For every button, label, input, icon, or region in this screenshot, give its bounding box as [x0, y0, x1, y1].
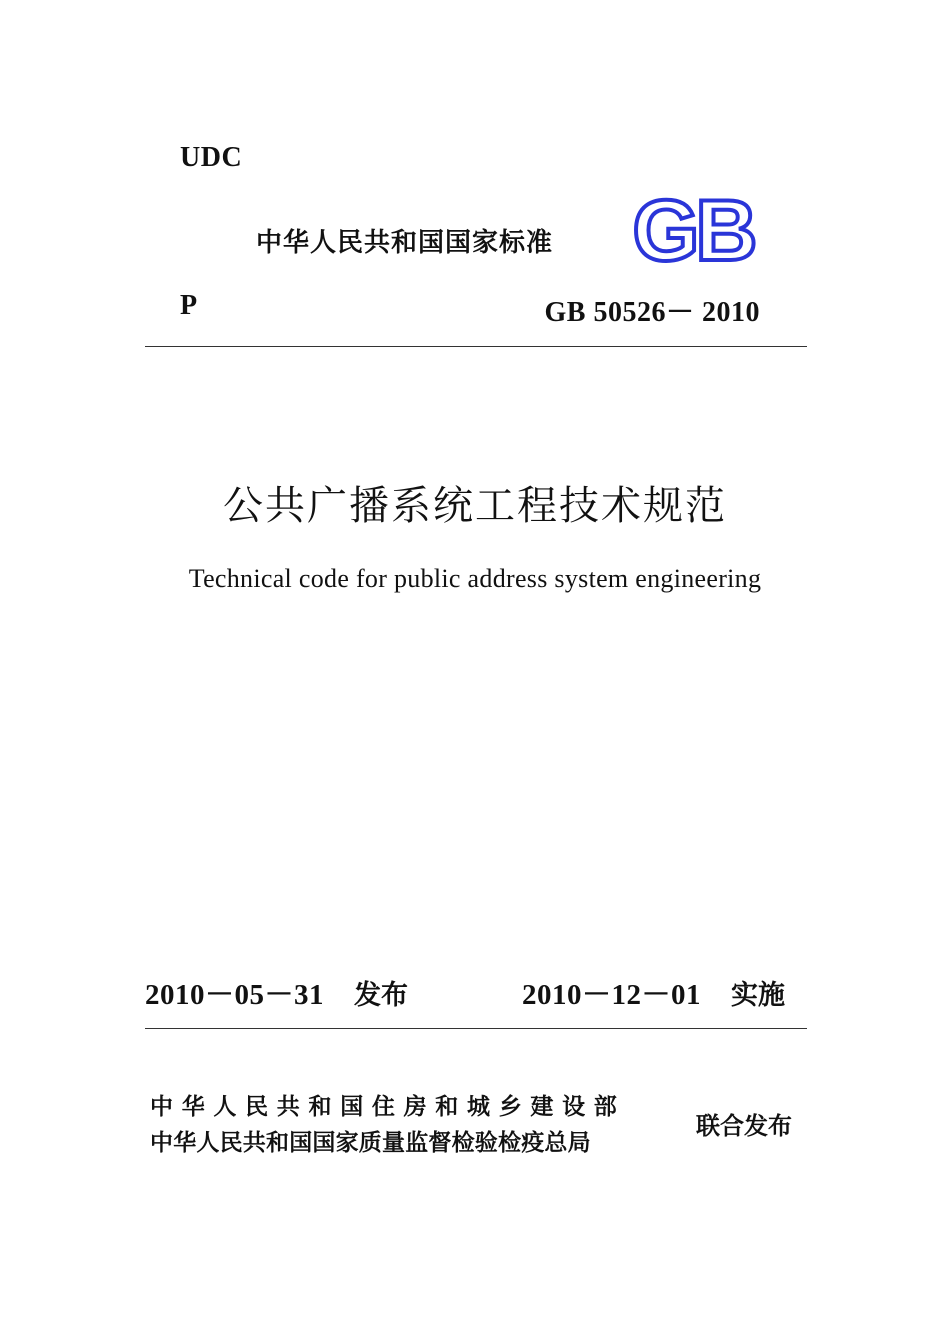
gb-logo-text: GB — [632, 192, 754, 268]
standard-number: GB 50526－ 2010 — [544, 297, 760, 328]
title-chinese: 公共广播系统工程技术规范 — [223, 483, 727, 529]
top-divider — [145, 346, 807, 347]
implement-label: 实施 — [731, 980, 786, 1011]
classification-code: P — [180, 290, 198, 321]
joint-issue-label: 联合发布 — [696, 1112, 792, 1140]
issuer-aqsiq: 中华人民共和国国家质量监督检验检疫总局 — [150, 1130, 591, 1156]
bottom-divider — [145, 1028, 807, 1029]
implement-date-row — [522, 972, 785, 1013]
standard-type: 中华人民共和国国家标准 — [256, 228, 554, 258]
implement-date: 2010－12－01 — [522, 979, 702, 1011]
gb-logo — [622, 192, 764, 268]
title-english: Technical code for public address system engineering — [188, 564, 762, 593]
publish-date-row — [145, 972, 408, 1013]
publish-date: 2010－05－31 — [145, 979, 325, 1011]
udc-label: UDC — [180, 142, 243, 173]
issuer-ministry: 中华人民共和国住房和城乡建设部 — [150, 1094, 626, 1120]
publish-label: 发布 — [354, 980, 409, 1011]
